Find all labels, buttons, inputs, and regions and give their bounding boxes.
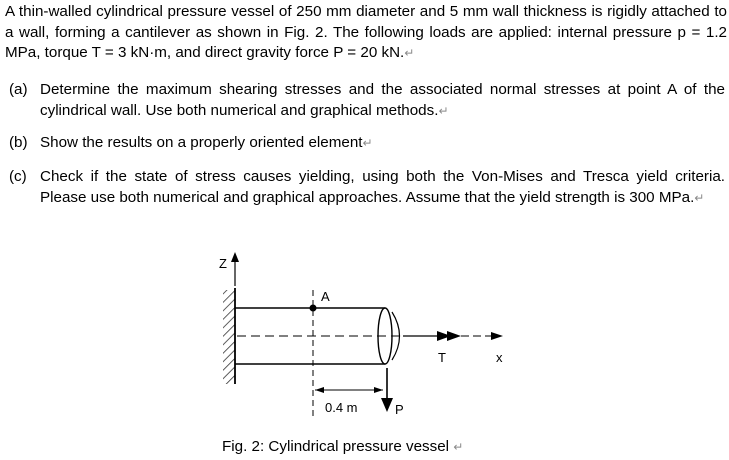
force-arrowhead bbox=[381, 398, 393, 412]
torque-arrowhead-2 bbox=[447, 331, 461, 341]
figure-caption bbox=[222, 437, 463, 457]
dimension-arrow-left bbox=[315, 387, 324, 393]
paragraph-mark: ↵ bbox=[362, 136, 373, 150]
force-label: P bbox=[395, 402, 404, 417]
point-a-label: A bbox=[321, 289, 330, 304]
point-a-dot bbox=[310, 305, 317, 312]
problem-statement-text: A thin-walled cylindrical pressure vessel of 250 mm diameter and 5 mm wall thickness is rigidly attached to a wall, forming a cantilever as shown in Fig. 2. The following loads are applied: internal pressure p = 1.2 MPa, torque T = 3 kN·m, and direct gravity force P = 20 kN. bbox=[5, 3, 727, 61]
z-axis-label: Z bbox=[219, 256, 227, 271]
wall-hatching bbox=[223, 290, 235, 384]
figure-cantilever-vessel bbox=[185, 238, 575, 430]
paragraph-mark: ↵ bbox=[404, 46, 415, 60]
question-c-text: Check if the state of stress causes yielding, using both the Von-Mises and Tresca yield criteria. Please use both numerical and graphical approaches. Assume that the yield strength is 300 MPa. bbox=[40, 168, 725, 206]
question-a-label: (a) bbox=[9, 81, 28, 98]
question-b bbox=[9, 133, 725, 154]
question-c-label: (c) bbox=[9, 168, 27, 185]
paragraph-mark: ↵ bbox=[438, 103, 449, 118]
dimension-arrow-right bbox=[374, 387, 383, 393]
question-a bbox=[9, 80, 725, 121]
paragraph-mark: ↵ bbox=[453, 440, 464, 454]
problem-statement bbox=[5, 2, 727, 64]
question-a-text: Determine the maximum shearing stresses and the associated normal stresses at point A of the cylindrical wall. Use both numerical and graphical methods. bbox=[40, 81, 725, 119]
question-b-label: (b) bbox=[9, 134, 28, 151]
torque-label: T bbox=[438, 350, 446, 365]
z-axis-arrowhead bbox=[231, 252, 239, 262]
question-b-text: Show the results on a properly oriented element bbox=[40, 134, 363, 151]
paragraph-mark: ↵ bbox=[694, 190, 705, 205]
x-axis-label: x bbox=[496, 350, 503, 365]
distance-label: 0.4 m bbox=[325, 400, 358, 415]
x-axis-arrowhead bbox=[491, 332, 503, 340]
figure-caption-text: Fig. 2: Cylindrical pressure vessel bbox=[222, 438, 450, 455]
question-c bbox=[9, 167, 725, 208]
